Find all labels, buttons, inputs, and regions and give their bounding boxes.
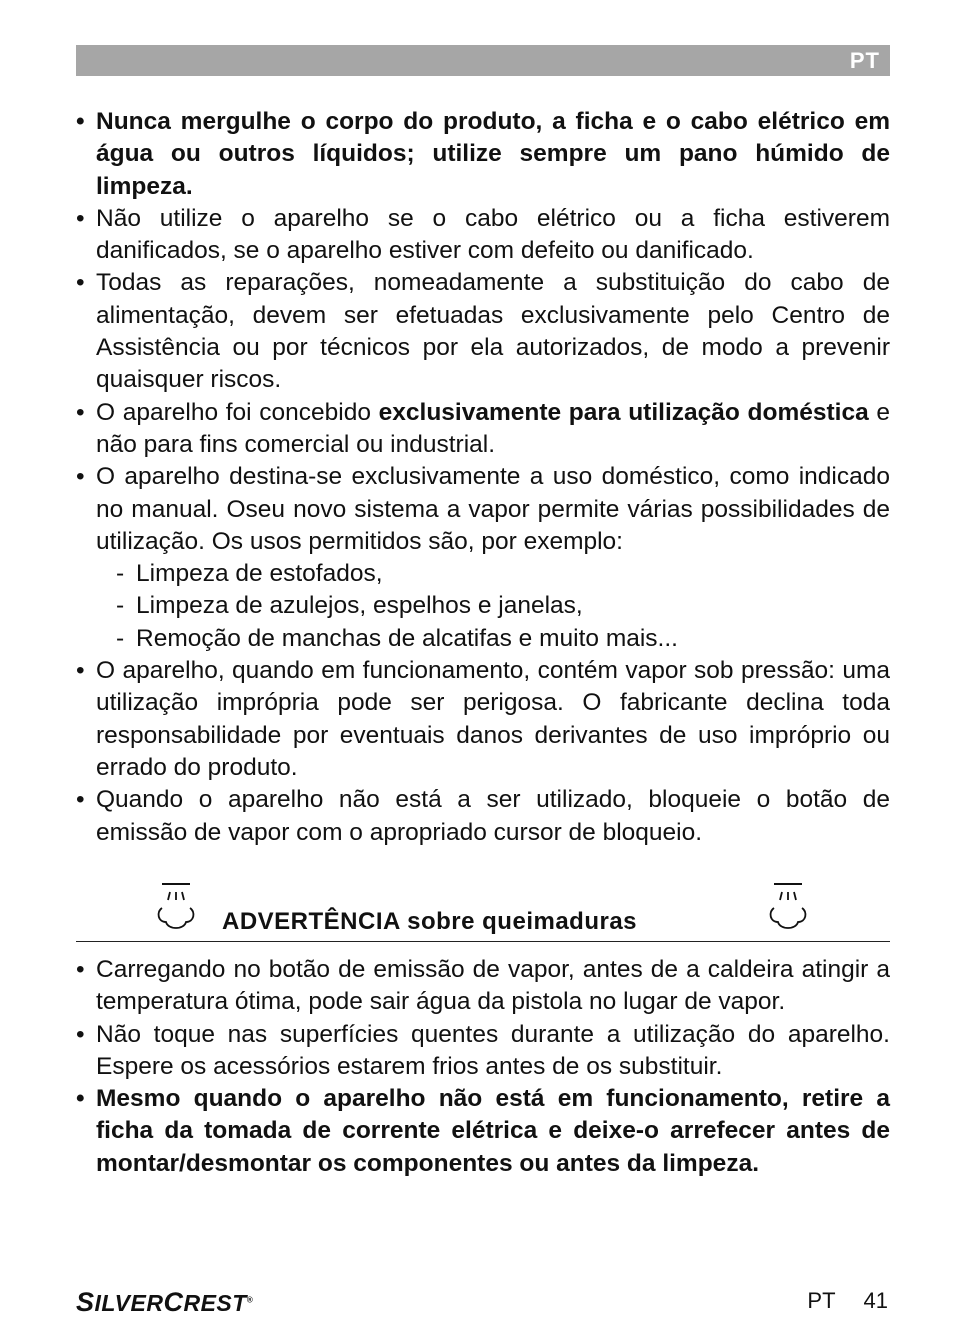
brand-text: ILVER <box>94 1290 164 1316</box>
list-item-text: O aparelho destina-se exclusivamente a uso doméstico, como indicado no manual. Oseu novo sistema a vapor permite várias possibilidades de utilização. Os usos permitidos são, por exemplo: <box>96 463 890 555</box>
burn-warning-list <box>76 954 890 1180</box>
bullet-icon: • <box>76 956 85 983</box>
list-item <box>76 267 890 396</box>
list-item-text: Quando o aparelho não está a ser utilizado, bloqueie o botão de emissão de vapor com o apropriado cursor de bloqueio. <box>96 786 890 846</box>
dash-icon: - <box>116 624 125 652</box>
dash-icon: - <box>116 592 125 620</box>
page-number: 41 <box>863 1288 888 1313</box>
bullet-icon: • <box>76 108 85 135</box>
list-item-text: Mesmo quando o aparelho não está em funcionamento, retire a ficha da tomada de corrente elétrica e deixe-o arrefecer antes de montar/desmontar os componentes ou antes da limpeza. <box>96 1085 890 1177</box>
list-item-text: Nunca mergulhe o corpo do produto, a ficha e o cabo elétrico em água ou outros líquidos; utilize sempre um pano húmido de limpeza. <box>96 108 890 200</box>
list-item <box>76 1083 890 1180</box>
use-item-text: Remoção de manchas de alcatifas e muito mais... <box>136 624 678 652</box>
list-item-text: Carregando no botão de emissão de vapor, antes de a caldeira atingir a temperatura ótima, pode sair água da pistola no lugar de vapor. <box>96 956 890 1016</box>
use-item-text: Limpeza de azulejos, espelhos e janelas, <box>136 592 583 620</box>
use-item-text: Limpeza de estofados, <box>136 560 383 588</box>
header-language: PT <box>849 48 880 73</box>
bullet-icon: • <box>76 786 85 814</box>
footer-language: PT <box>807 1288 836 1313</box>
list-item-text-pre: O aparelho foi concebido <box>96 398 379 426</box>
brand-text: REST <box>183 1290 247 1316</box>
use-item <box>96 558 890 590</box>
brand-letter: C <box>163 1287 184 1317</box>
list-item <box>76 655 890 784</box>
use-item <box>96 623 890 655</box>
list-item <box>76 203 890 268</box>
list-item <box>76 784 890 849</box>
hot-surface-icon <box>154 880 198 932</box>
safety-instructions <box>76 106 890 849</box>
registered-mark: ® <box>246 1295 254 1305</box>
bullet-icon: • <box>76 269 85 297</box>
bullet-icon: • <box>76 1020 85 1048</box>
list-item-text: Não toque nas superfícies quentes durante a utilização do aparelho. Espere os acessórios estarem frios antes de os substituir. <box>96 1020 890 1080</box>
list-item-text: O aparelho, quando em funcionamento, contém vapor sob pressão: uma utilização imprópria pode ser perigosa. O fabricante declina toda responsabilidade por eventuais danos derivantes de uso impróprio ou errado do produto. <box>96 657 890 781</box>
brand-logo <box>76 1287 253 1318</box>
header-bar <box>76 45 890 76</box>
bullet-icon: • <box>76 657 85 685</box>
bullet-icon: • <box>76 398 85 426</box>
bullet-icon: • <box>76 1085 85 1113</box>
list-item-text: Todas as reparações, nomeadamente a substituição do cabo de alimentação, devem ser efetuadas exclusivamente pelo Centro de Assistência ou por técnicos por ela autorizados, de modo a prevenir quaisquer riscos. <box>96 269 890 394</box>
list-item-text: Não utilize o aparelho se o cabo elétrico ou a ficha estiverem danificados, se o aparelho estiver com defeito ou danificado. <box>96 204 890 265</box>
dash-icon: - <box>116 560 125 588</box>
hot-surface-icon <box>766 880 810 932</box>
page-footer <box>807 1288 888 1314</box>
list-item-text-post: e não para fins comercial ou industrial. <box>96 398 890 458</box>
list-item <box>76 397 890 462</box>
list-item <box>76 461 890 655</box>
warning-heading <box>76 876 890 942</box>
bullet-icon: • <box>76 204 85 232</box>
list-item-text-bold: exclusivamente para utilização doméstica <box>378 398 869 426</box>
bullet-icon: • <box>76 463 85 491</box>
brand-letter: S <box>76 1287 95 1317</box>
warning-title: ADVERTÊNCIA sobre queimaduras <box>222 908 638 935</box>
use-item <box>96 590 890 622</box>
list-item <box>76 954 890 1019</box>
list-item <box>76 1019 890 1084</box>
list-item <box>76 106 890 203</box>
